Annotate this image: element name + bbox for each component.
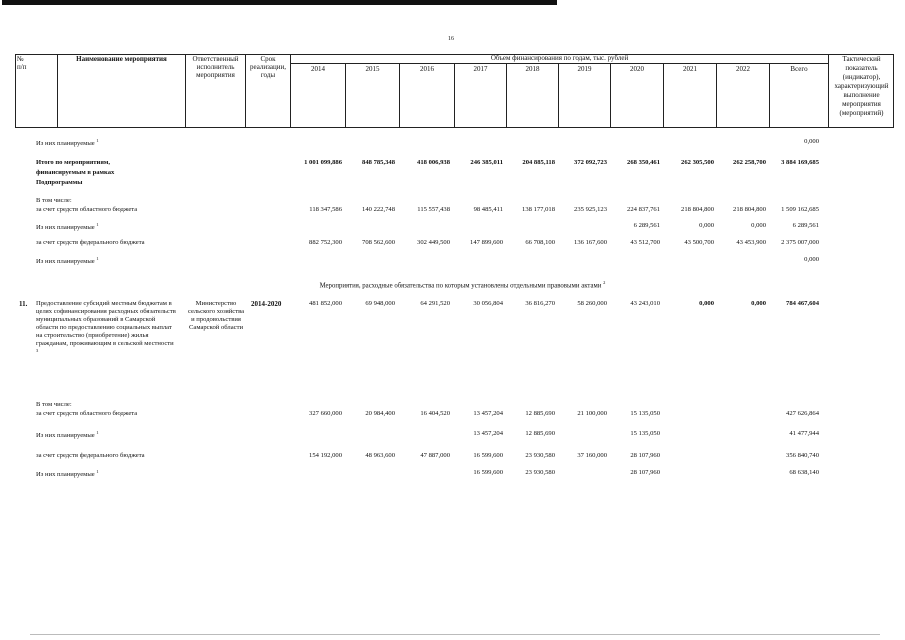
cell-federal2-2018: 23 930,580 [525, 452, 555, 459]
header-year-2019: 2019 [559, 64, 611, 128]
including-label: В том числе: [36, 401, 72, 408]
cell-planned2-2022: 0,000 [751, 222, 766, 229]
cell-item11-2020: 43 243,010 [630, 300, 660, 307]
cell-planned4-total: 41 477,944 [789, 430, 819, 437]
header-year-2020: 2020 [611, 64, 664, 128]
cell-item11-2016: 64 291,520 [420, 300, 450, 307]
cell-federal1-total: 2 375 007,000 [781, 239, 819, 246]
cell-regional1-2021: 218 804,800 [681, 206, 714, 213]
cell-planned5-2020: 28 107,960 [630, 469, 660, 476]
cell-total-2015: 848 785,348 [362, 159, 395, 166]
item-number: 11. [19, 300, 28, 308]
cell-federal2-2020: 28 107,960 [630, 452, 660, 459]
cell-planned2-total: 6 289,561 [792, 222, 819, 229]
cell-item11-2019: 58 260,000 [577, 300, 607, 307]
cell-total-2019: 372 092,723 [574, 159, 607, 166]
top-rule [2, 0, 557, 5]
cell-federal1-2016: 302 449,500 [417, 239, 450, 246]
cell-regional2-total: 427 626,864 [786, 410, 819, 417]
bottom-rule [30, 634, 880, 635]
including-label: В том числе: [36, 197, 72, 204]
cell-total-all: 3 884 169,685 [781, 159, 819, 166]
cell-federal2-2017: 16 599,600 [473, 452, 503, 459]
cell-planned5-total: 68 638,140 [789, 469, 819, 476]
cell-regional1-2019: 235 925,123 [574, 206, 607, 213]
cell-item11-2017: 30 056,804 [473, 300, 503, 307]
header-year-2016: 2016 [400, 64, 455, 128]
item-name: Предоставление субсидий местным бюджетам в целях софинансирования расходных обязательств муниципальных образований в Самарской области по предоставлению социальных выплат на строительство (приобретение) жилья гражданам, проживающим в сельской местности $^3$ [36, 300, 176, 354]
cell-planned3-total: 0,000 [804, 256, 819, 263]
cell-planned4-2017: 13 457,204 [473, 430, 503, 437]
header-name: Наименование мероприятия [58, 54, 186, 128]
page-number: 16 [448, 36, 454, 42]
cell-federal1-2020: 43 512,700 [630, 239, 660, 246]
cell-item11-2018: 36 816,270 [525, 300, 555, 307]
cell-planned4-2018: 12 885,690 [525, 430, 555, 437]
cell-item11-total: 784 467,604 [786, 300, 819, 307]
item-term: 2014-2020 [251, 300, 282, 308]
cell-federal2-2014: 154 192,000 [309, 452, 342, 459]
header-year-2014: 2014 [291, 64, 346, 128]
cell-total-2014: 1 001 099,886 [304, 159, 342, 166]
cell-federal1-2015: 708 562,600 [362, 239, 395, 246]
cell-planned4-2020: 15 135,050 [630, 430, 660, 437]
cell-federal2-total: 356 840,740 [786, 452, 819, 459]
cell-federal2-2016: 47 887,000 [420, 452, 450, 459]
cell-total-2018: 204 885,118 [522, 159, 555, 166]
cell-item11-2022: 0,000 [751, 300, 766, 307]
header-total: Всего [770, 64, 829, 128]
header-year-2017: 2017 [455, 64, 507, 128]
header-year-2022: 2022 [717, 64, 770, 128]
cell-total-2016: 418 006,938 [417, 159, 450, 166]
row-planned-label: Из них планируемые $^1$ [36, 222, 99, 232]
cell-planned5-2018: 23 930,580 [525, 469, 555, 476]
cell-federal1-2019: 136 167,600 [574, 239, 607, 246]
cell-regional2-2014: 327 660,000 [309, 410, 342, 417]
cell-item11-2014: 481 852,000 [309, 300, 342, 307]
header-indicator: Тактический показатель (индикатор), характеризующий выполнение мероприятия (мероприятий) [829, 54, 894, 128]
header-year-2015: 2015 [346, 64, 400, 128]
row-planned-label: Из них планируемые $^1$ [36, 138, 99, 148]
cell-total-2021: 262 305,500 [681, 159, 714, 166]
cell-item11-2021: 0,000 [699, 300, 714, 307]
section-title: Мероприятия, расходные обязательства по которым установлены отдельными правовыми актами $^2$ [319, 280, 606, 290]
cell-federal1-2021: 43 500,700 [684, 239, 714, 246]
cell-federal1-2018: 66 708,100 [525, 239, 555, 246]
cell-regional1-2022: 218 804,800 [733, 206, 766, 213]
cell-item11-2015: 69 948,000 [365, 300, 395, 307]
header-term: Срок реализации, годы [246, 54, 291, 128]
row-planned-label: Из них планируемые $^1$ [36, 469, 99, 479]
regional-budget-label: за счет средств областного бюджета [36, 410, 138, 417]
cell-total-2020: 268 350,461 [627, 159, 660, 166]
regional-budget-label: за счет средств областного бюджета [36, 206, 138, 213]
cell-federal1-2017: 147 899,600 [470, 239, 503, 246]
header-finance-title: Объем финансирования по годам, тыс. рублей [291, 54, 829, 64]
cell-regional1-2018: 138 177,018 [522, 206, 555, 213]
cell-regional1-total: 1 509 162,685 [781, 206, 819, 213]
cell-federal2-2015: 48 963,600 [365, 452, 395, 459]
total-label-line3: Подпрограммы [36, 179, 83, 186]
cell-total-2017: 246 385,011 [470, 159, 503, 166]
cell-regional2-2015: 20 984,400 [365, 410, 395, 417]
header-responsible: Ответственный исполнитель мероприятия [186, 54, 246, 128]
item-responsible: Министерство сельского хозяйства и продовольствия Самарской области [187, 300, 245, 332]
federal-budget-label: за счет средств федерального бюджета [36, 239, 145, 246]
total-label-line2: финансируемым в рамках [36, 169, 115, 176]
header-num: № п/п [15, 54, 58, 128]
cell-regional2-2017: 13 457,204 [473, 410, 503, 417]
cell-total-2022: 262 258,700 [733, 159, 766, 166]
cell-regional2-2020: 15 135,050 [630, 410, 660, 417]
cell-regional2-2019: 21 100,000 [577, 410, 607, 417]
cell-regional1-2016: 115 557,438 [417, 206, 450, 213]
row-planned-label: Из них планируемые $^1$ [36, 256, 99, 266]
row-planned-label: Из них планируемые $^1$ [36, 430, 99, 440]
cell-regional1-2017: 98 485,411 [473, 206, 503, 213]
cell-regional1-2014: 118 347,586 [309, 206, 342, 213]
cell-planned2-2020: 6 289,561 [633, 222, 660, 229]
cell-planned5-2017: 16 599,600 [473, 469, 503, 476]
cell-federal2-2019: 37 160,000 [577, 452, 607, 459]
federal-budget-label: за счет средств федерального бюджета [36, 452, 145, 459]
cell-federal1-2022: 43 453,900 [736, 239, 766, 246]
cell-regional2-2016: 16 404,520 [420, 410, 450, 417]
header-year-2018: 2018 [507, 64, 559, 128]
cell-planned1-total: 0,000 [804, 138, 819, 145]
cell-planned2-2021: 0,000 [699, 222, 714, 229]
header-year-2021: 2021 [664, 64, 717, 128]
cell-regional1-2015: 140 222,748 [362, 206, 395, 213]
cell-federal1-2014: 882 752,300 [309, 239, 342, 246]
cell-regional1-2020: 224 837,761 [627, 206, 660, 213]
cell-regional2-2018: 12 885,690 [525, 410, 555, 417]
total-label-line1: Итого по мероприятиям, [36, 159, 111, 166]
